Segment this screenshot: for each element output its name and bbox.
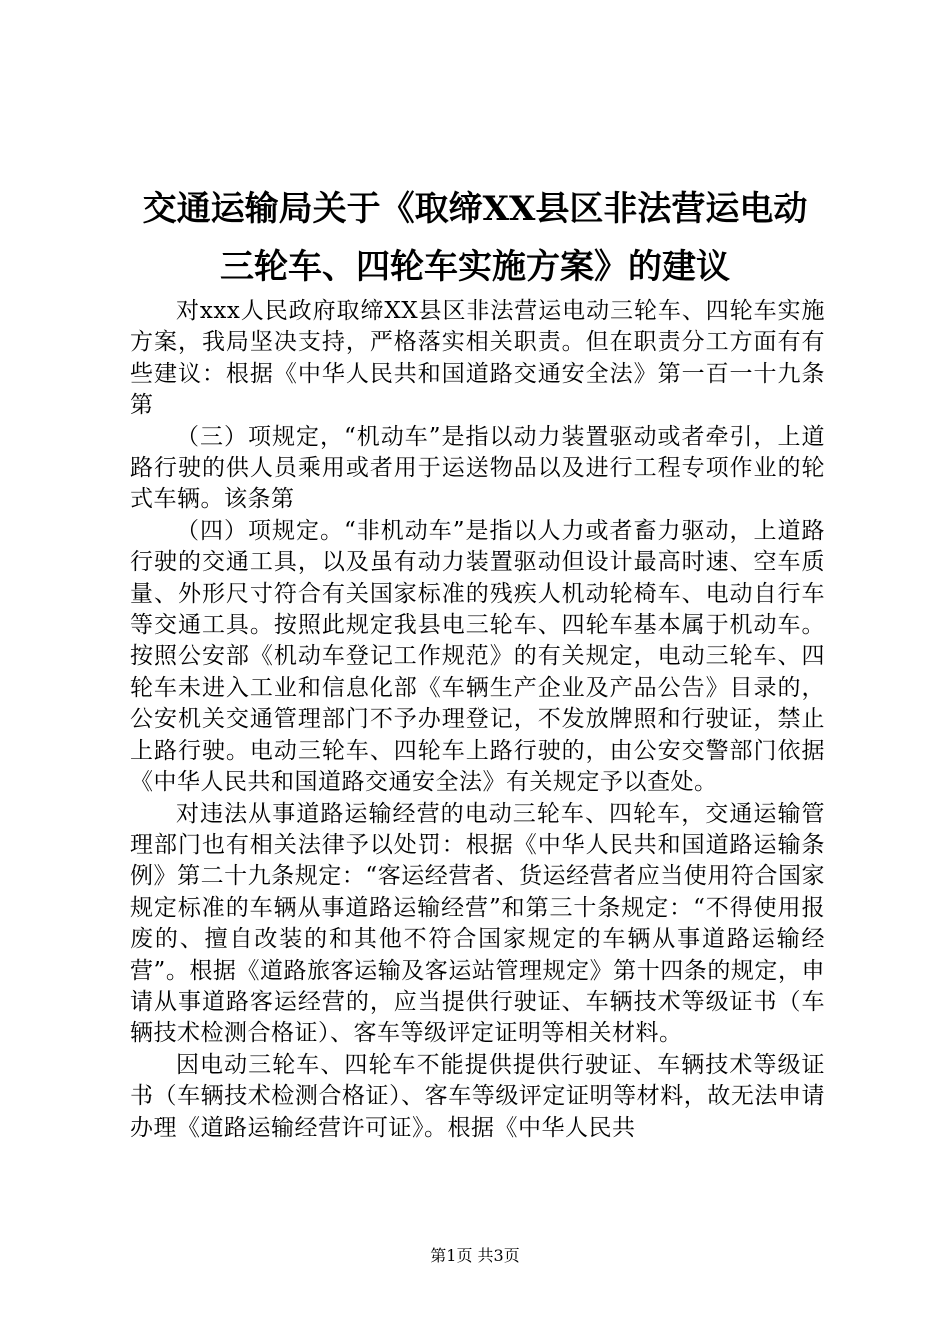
document-title-line-1: 交通运输局关于《取缔XX县区非法营运电动 <box>142 189 808 229</box>
body-paragraph-2: （三）项规定，“机动车”是指以动力装置驱动或者牵引，上道路行驶的供人员乘用或者用于运送物品以及进行工程专项作业的轮式车辆。该条第 <box>130 423 825 513</box>
document-title-line-2: 三轮车、四轮车实施方案》的建议 <box>220 247 730 287</box>
page-footer: 第1页 共3页 <box>430 1246 520 1265</box>
body-paragraph-1: 对xxx人民政府取缔XX县区非法营运电动三轮车、四轮车实施方案，我局坚决支持，严格落实相关职责。但在职责分工方面有有些建议：根据《中华人民共和国道路交通安全法》第一百一十九条第 <box>130 298 825 419</box>
body-paragraph-5: 因电动三轮车、四轮车不能提供提供行驶证、车辆技术等级证书（车辆技术检测合格证）、客车等级评定证明等材料，故无法申请办理《道路运输经营许可证》。根据《中华人民共 <box>130 1051 825 1141</box>
document-body <box>130 296 825 1144</box>
body-paragraph-3: （四）项规定。“非机动车”是指以人力或者畜力驱动，上道路行驶的交通工具，以及虽有动力装置驱动但设计最高时速、空车质量、外形尺寸符合有关国家标准的残疾人机动轮椅车、电动自行车等交通工具。按照此规定我县电三轮车、四轮车基本属于机动车。按照公安部《机动车登记工作规范》的有关规定，电动三轮车、四轮车未进入工业和信息化部《车辆生产企业及产品公告》目录的，公安机关交通管理部门不予办理登记，不发放牌照和行驶证，禁止上路行驶。电动三轮车、四轮车上路行驶的，由公安交警部门依据《中华人民共和国道路交通安全法》有关规定予以查处。 <box>130 517 825 796</box>
body-paragraph-4: 对违法从事道路运输经营的电动三轮车、四轮车，交通运输管理部门也有相关法律予以处罚：根据《中华人民共和国道路运输条例》第二十九条规定：“客运经营者、货运经营者应当使用符合国家规定标准的车辆从事道路运输经营”和第三十条规定：“不得使用报废的、擅自改装的和其他不符合国家规定的车辆从事道路运输经营”。根据《道路旅客运输及客运站管理规定》第十四条的规定，申请从事道路客运经营的，应当提供行驶证、车辆技术等级证书（车辆技术检测合格证）、客车等级评定证明等相关材料。 <box>130 800 825 1047</box>
